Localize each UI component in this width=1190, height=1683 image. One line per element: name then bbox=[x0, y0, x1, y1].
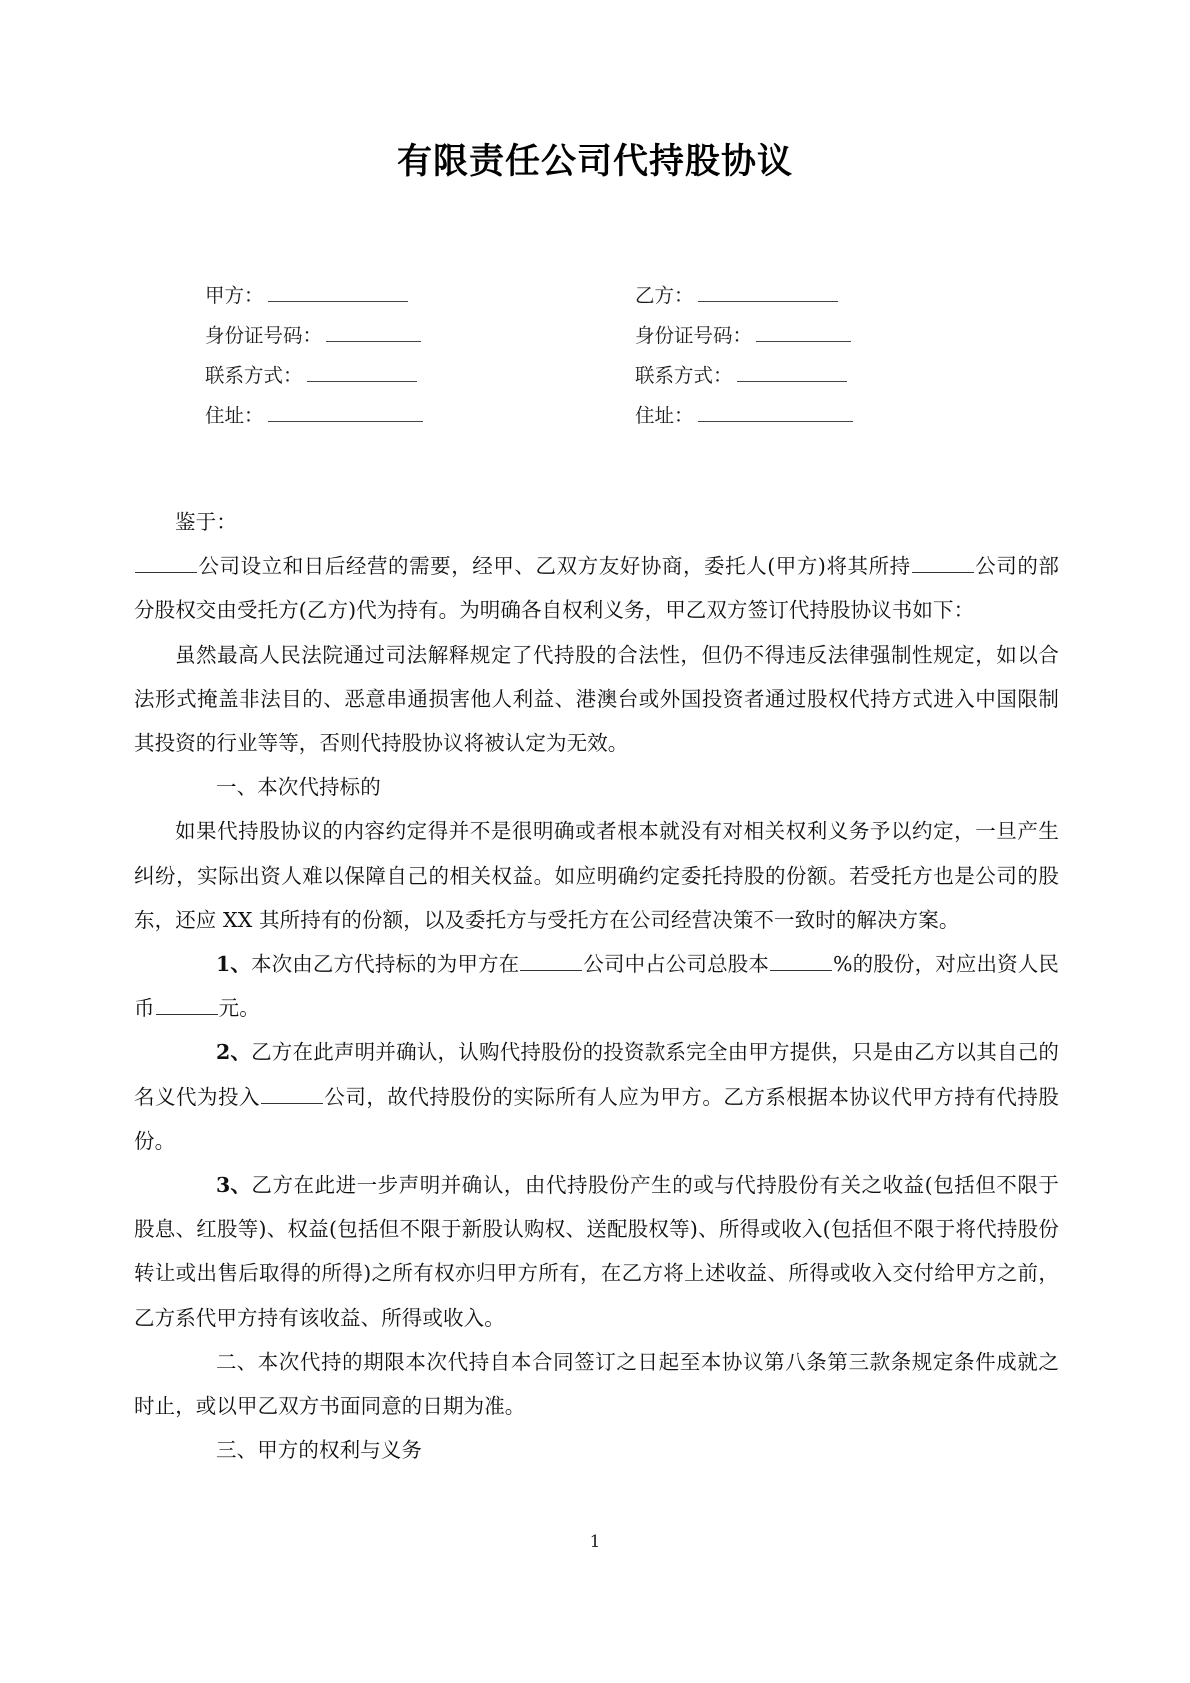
clause-1-text-b: 公司中占公司总股本 bbox=[583, 952, 770, 977]
clause-1-number: 1、 bbox=[216, 952, 251, 977]
party-a-contact-blank[interactable] bbox=[307, 361, 417, 382]
section-3-title: 甲方的权利与义务 bbox=[257, 1438, 423, 1463]
section-1-number: 一、 bbox=[216, 775, 258, 800]
party-b-address-label: 住址： bbox=[635, 404, 694, 427]
section-2-text: 本次代持的期限本次代持自本合同签订之日起至本协议第八条第三款条规定条件成就之时止，或以甲乙双方书面同意的日期为准。 bbox=[134, 1349, 1059, 1419]
party-a-name-row bbox=[205, 276, 635, 316]
clause-1-percent-blank[interactable] bbox=[770, 949, 832, 971]
recital-company-blank-2[interactable] bbox=[912, 551, 974, 573]
party-a-contact-row bbox=[205, 356, 635, 396]
clause-item-2 bbox=[134, 1030, 1059, 1163]
party-a-id-blank[interactable] bbox=[326, 321, 421, 342]
party-b-address-blank[interactable] bbox=[698, 401, 853, 422]
clause-3-number: 3、 bbox=[216, 1173, 251, 1198]
section-2-number: 二、 bbox=[216, 1349, 258, 1374]
recital-paragraph-1-text-b: 公司的部分股权交由受托方(乙方)代为持有。为明确各自权利义务，甲乙双方签订代持股协议书如下： bbox=[134, 554, 1059, 623]
clause-3-text: 乙方在此进一步声明并确认，由代持股份产生的或与代持股份有关之收益(包括但不限于股息、红股等)、权益(包括但不限于新股认购权、送配股权等)、所得或收入(包括但不限于将代持股份转让或出售后取得的所得)之所有权亦归甲方所有，在乙方将上述收益、所得或收入交付给甲方之前，乙方系代甲方持有该收益、所得或收入。 bbox=[134, 1173, 1059, 1330]
party-a-contact-label: 联系方式： bbox=[205, 364, 303, 387]
section-1-heading bbox=[134, 765, 1059, 809]
party-a-address-row bbox=[205, 396, 635, 436]
party-b-contact-blank[interactable] bbox=[737, 361, 847, 382]
contract-body bbox=[134, 500, 1059, 1472]
party-b-id-blank[interactable] bbox=[756, 321, 851, 342]
party-a-id-label: 身份证号码： bbox=[205, 324, 323, 347]
clause-1-text-d: 元。 bbox=[218, 996, 260, 1021]
party-b-id-row bbox=[635, 316, 1005, 356]
section-3-heading bbox=[134, 1428, 1059, 1472]
clause-2-text-a: 乙方在此声明并确认，认购代持股份的投资款系完全由甲方提供，只是由乙方以其自己的名义代为投入 bbox=[134, 1040, 1059, 1109]
clause-2-company-blank[interactable] bbox=[261, 1082, 323, 1104]
party-a-column bbox=[205, 276, 635, 436]
party-b-contact-row bbox=[635, 356, 1005, 396]
clause-1-text-c: %的股份，对应出资人民币 bbox=[134, 952, 1059, 1021]
party-b-column bbox=[635, 276, 1005, 436]
recital-paragraph-2: 虽然最高人民法院通过司法解释规定了代持股的合法性，但仍不得违反法律强制性规定，如以合法形式掩盖非法目的、恶意串通损害他人利益、港澳台或外国投资者通过股权代持方式进入中国限制其投资的行业等等，否则代持股协议将被认定为无效。 bbox=[134, 642, 1059, 756]
page-title: 有限责任公司代持股协议 bbox=[396, 142, 793, 183]
section-1-title: 本次代持标的 bbox=[257, 775, 381, 800]
party-b-address-row bbox=[635, 396, 1005, 436]
recital-paragraph-1 bbox=[134, 544, 1059, 632]
party-information-block bbox=[205, 276, 1005, 436]
party-a-name-label: 甲方： bbox=[205, 284, 264, 307]
clause-item-1 bbox=[134, 942, 1059, 1030]
party-a-id-row bbox=[205, 316, 635, 356]
section-2-paragraph bbox=[134, 1340, 1059, 1428]
clause-item-3 bbox=[134, 1163, 1059, 1340]
recital-paragraph-1-text-a: 公司设立和日后经营的需要，经甲、乙双方友好协商，委托人(甲方)将其所持 bbox=[198, 554, 911, 579]
recital-company-blank-1[interactable] bbox=[135, 551, 197, 573]
clause-2-text-b: 公司，故代持股份的实际所有人应为甲方。乙方系根据本协议代甲方持有代持股份。 bbox=[134, 1084, 1059, 1153]
party-a-address-label: 住址： bbox=[205, 404, 264, 427]
page-number: 1 bbox=[589, 1532, 601, 1552]
party-a-address-blank[interactable] bbox=[268, 401, 423, 422]
party-b-name-blank[interactable] bbox=[698, 281, 838, 302]
party-b-name-row bbox=[635, 276, 1005, 316]
clause-2-number: 2、 bbox=[216, 1040, 251, 1065]
section-1-paragraph: 如果代持股协议的内容约定得并不是很明确或者根本就没有对相关权利义务予以约定，一旦产生纠纷，实际出资人难以保障自己的相关权益。如应明确约定委托持股的份额。若受托方也是公司的股东，还应 XX 其所持有的份额，以及委托方与受托方在公司经营决策不一致时的解决方案。 bbox=[134, 819, 1059, 932]
clause-1-amount-blank[interactable] bbox=[156, 993, 218, 1015]
party-b-id-label: 身份证号码： bbox=[635, 324, 753, 347]
party-a-name-blank[interactable] bbox=[268, 281, 408, 302]
party-b-name-label: 乙方： bbox=[635, 284, 694, 307]
party-b-contact-label: 联系方式： bbox=[635, 364, 733, 387]
recital-heading: 鉴于： bbox=[175, 510, 237, 534]
section-3-number: 三、 bbox=[216, 1438, 258, 1463]
clause-1-text-a: 本次由乙方代持标的为甲方在 bbox=[250, 952, 520, 977]
clause-1-company-blank[interactable] bbox=[520, 949, 582, 971]
